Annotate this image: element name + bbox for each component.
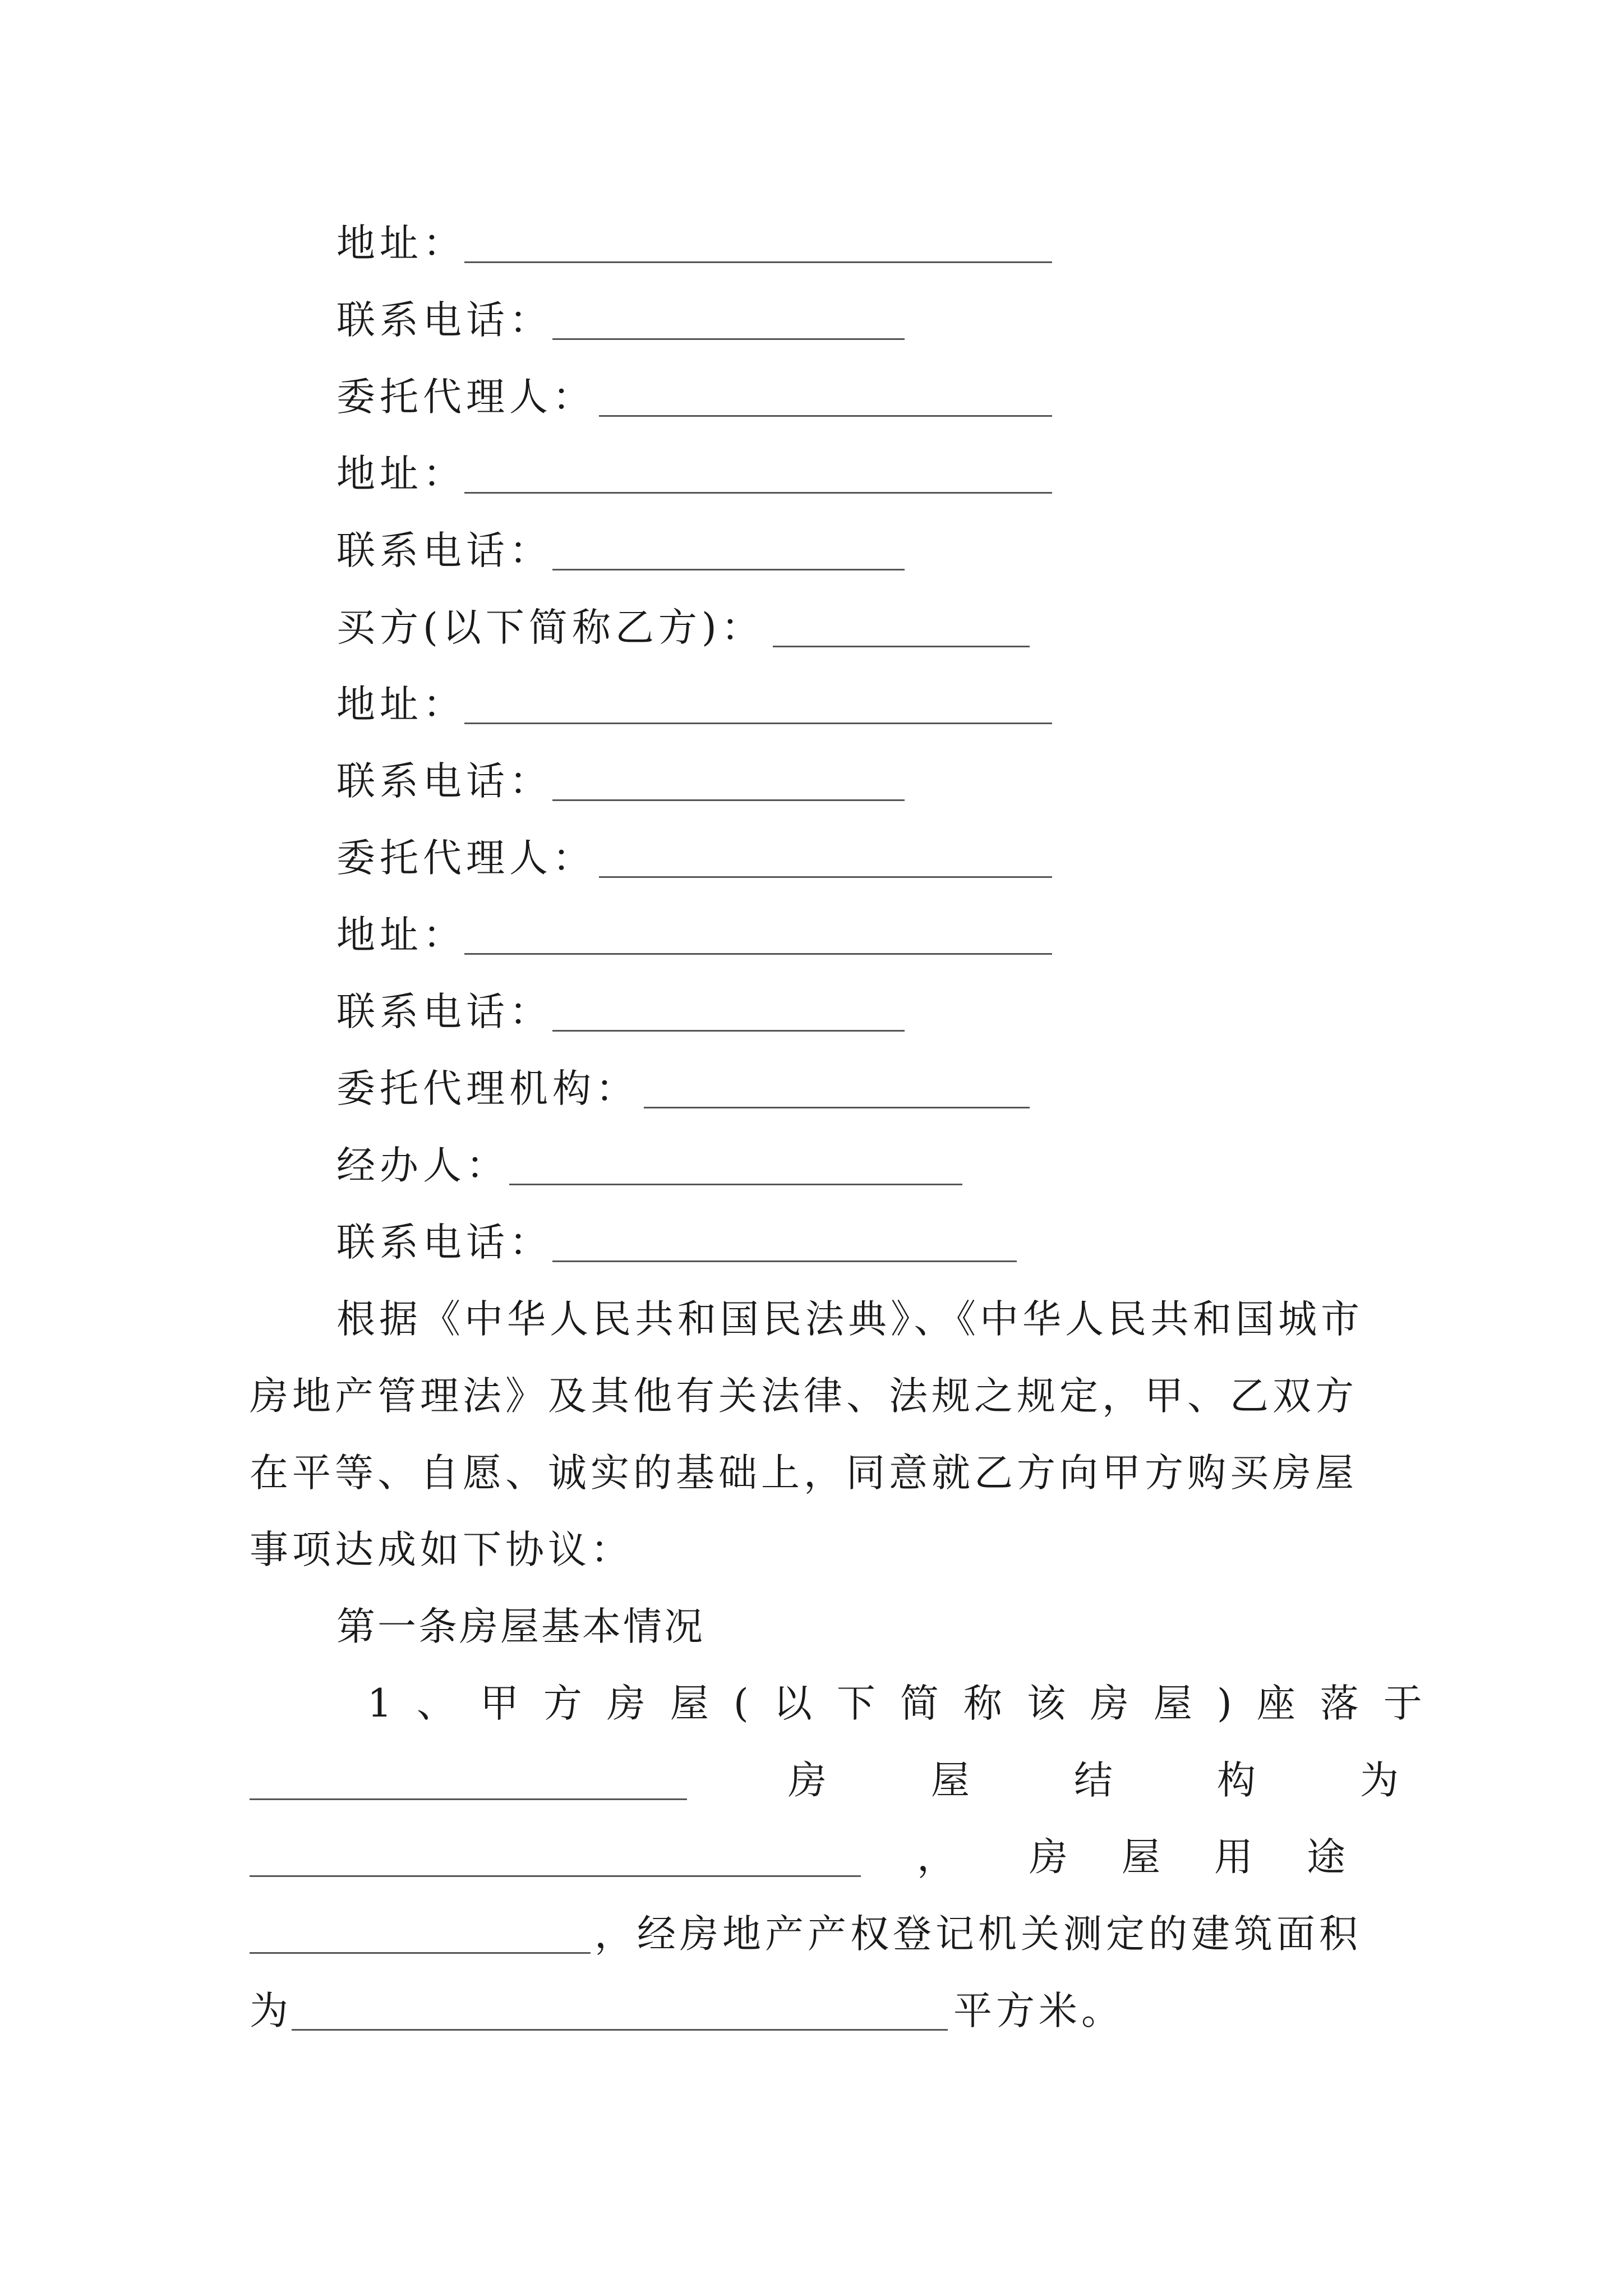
clause-1-use-label: 房屋用途	[1029, 1835, 1399, 1880]
phone-blank[interactable]	[552, 1030, 905, 1032]
use-blank[interactable]	[250, 1952, 591, 1954]
address-label: 地址：	[336, 913, 466, 958]
agency-field[interactable]	[336, 1066, 1290, 1111]
agency-blank[interactable]	[644, 1107, 1030, 1108]
address-blank[interactable]	[464, 492, 1052, 494]
phone-blank[interactable]	[552, 338, 905, 340]
address-label: 地址：	[336, 682, 466, 727]
buyer-blank[interactable]	[773, 646, 1030, 647]
clause-1-line-1: 1、甲方房屋(以下简称该房屋)座落于	[367, 1681, 1447, 1726]
phone-label: 联系电话：	[336, 528, 552, 573]
phone-label: 联系电话：	[336, 990, 552, 1034]
handler-label: 经办人：	[336, 1143, 509, 1188]
phone-blank[interactable]	[552, 1260, 1017, 1262]
phone-label: 联系电话：	[336, 1220, 552, 1265]
agent-label: 委托代理人：	[336, 375, 596, 420]
clause-1-wei: 为	[250, 1989, 288, 2033]
seller-agent-phone-field[interactable]	[336, 528, 1290, 573]
preamble-line-1: 根据《中华人民共和国民法典》、《中华人民共和国城市	[336, 1297, 1363, 1342]
buyer-address-field[interactable]	[336, 682, 1290, 727]
structure-blank[interactable]	[250, 1875, 861, 1877]
preamble-line-4: 事项达成如下协议：	[250, 1527, 633, 1572]
preamble-line-3: 在平等、自愿、诚实的基础上，同意就乙方向甲方购买房屋	[250, 1451, 1358, 1496]
buyer-phone-field[interactable]	[336, 759, 1290, 804]
address-blank[interactable]	[464, 261, 1052, 263]
phone-blank[interactable]	[552, 799, 905, 801]
buyer-label: 买方(以下简称乙方)：	[336, 605, 764, 650]
phone-label: 联系电话：	[336, 298, 552, 343]
phone-label: 联系电话：	[336, 759, 552, 804]
buyer-agent-phone-field[interactable]	[336, 990, 1290, 1034]
handler-blank[interactable]	[509, 1184, 962, 1185]
address-blank[interactable]	[464, 953, 1052, 955]
address-label: 地址：	[336, 452, 466, 496]
phone-blank[interactable]	[552, 569, 905, 570]
agency-label: 委托代理机构：	[336, 1066, 639, 1111]
buyer-agent-address-field[interactable]	[336, 913, 1290, 958]
buyer-name-field[interactable]	[336, 605, 1290, 650]
address-label: 地址：	[336, 221, 466, 266]
seller-agent-field[interactable]	[336, 375, 1290, 420]
seller-agent-address-field[interactable]	[336, 452, 1290, 496]
seller-phone-field[interactable]	[336, 298, 1290, 343]
agent-blank[interactable]	[599, 415, 1052, 417]
handler-phone-field[interactable]	[336, 1220, 1290, 1265]
buyer-agent-field[interactable]	[336, 836, 1290, 881]
clause-1-area-text: ，经房地产产权登记机关测定的建筑面积	[594, 1912, 1362, 1957]
address-blank[interactable]	[464, 723, 1052, 724]
article-1-heading: 第一条房屋基本情况	[336, 1604, 705, 1649]
agent-label: 委托代理人：	[336, 836, 596, 881]
location-blank[interactable]	[250, 1798, 687, 1800]
preamble-line-2: 房地产管理法》及其他有关法律、法规之规定，甲、乙双方	[250, 1374, 1358, 1419]
agent-blank[interactable]	[599, 876, 1052, 878]
seller-address-field[interactable]	[336, 221, 1290, 266]
area-blank[interactable]	[292, 2029, 948, 2031]
clause-1-comma: ，	[917, 1835, 956, 1880]
handler-field[interactable]	[336, 1143, 1290, 1188]
clause-1-unit: 平方米。	[953, 1989, 1124, 2033]
clause-1-structure-label: 房屋结构为	[788, 1758, 1503, 1803]
